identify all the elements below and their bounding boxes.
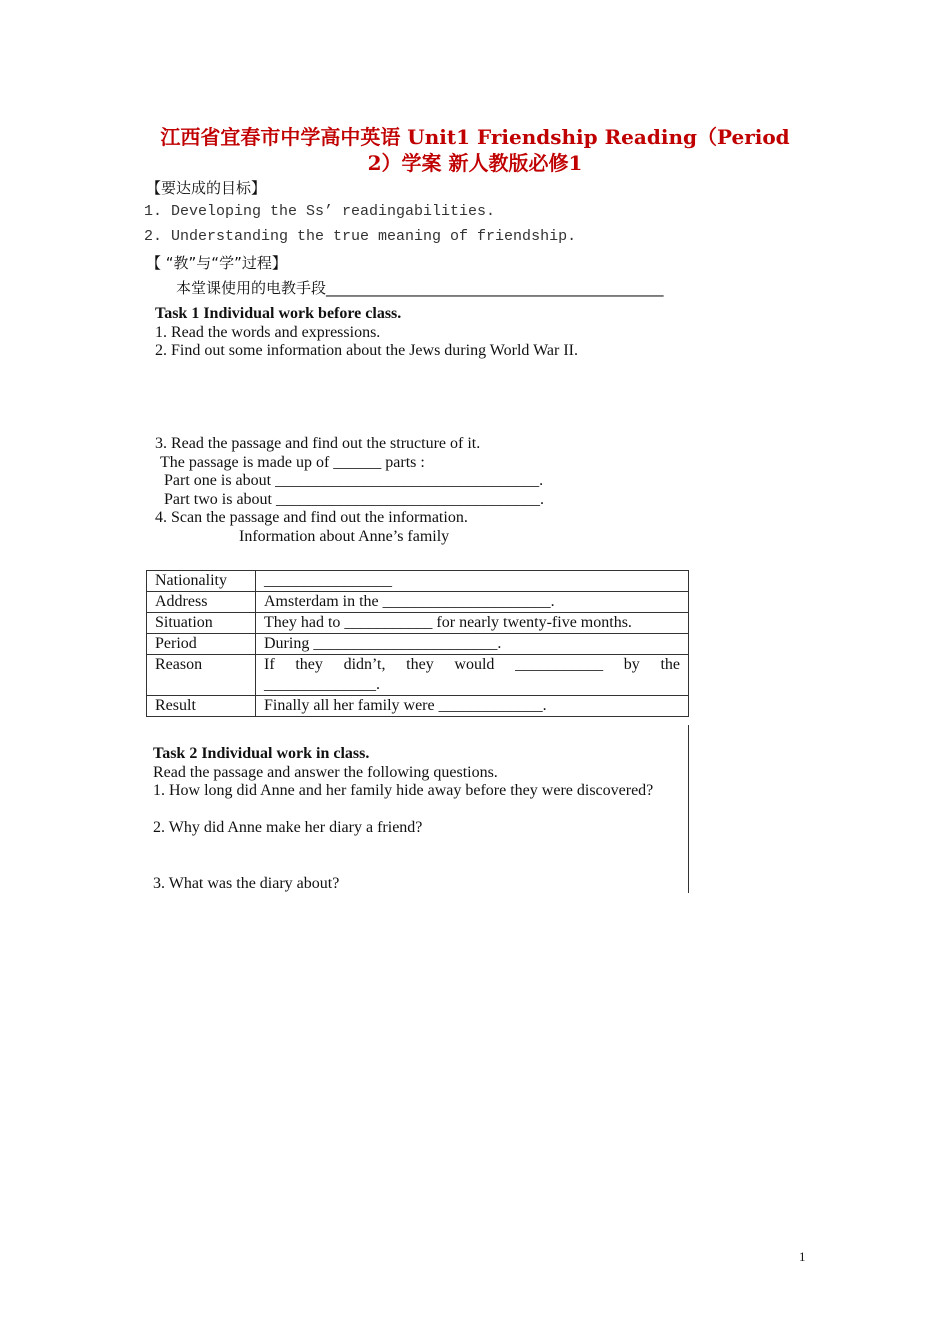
media-line: 本堂课使用的电教手段_____________________________________________	[176, 279, 664, 297]
table-label: Result	[147, 696, 256, 717]
structure-line: The passage is made up of ______ parts :	[160, 454, 425, 471]
table-value: They had to ___________ for nearly twenty-five months.	[256, 613, 689, 634]
table-row	[147, 592, 689, 613]
goal-item-1: 1. Developing the Ss’ readingabilities.	[144, 203, 496, 220]
table-label: Address	[147, 592, 256, 613]
table-row	[147, 696, 689, 717]
table-caption: Information about Anne’s family	[239, 528, 450, 545]
task1-question-2: 2. Find out some information about the Jews during World War II.	[155, 342, 578, 359]
process-heading: 【 “教”与“学”过程】	[146, 254, 287, 272]
page-number: 1	[799, 1249, 806, 1264]
task1-heading: Task 1 Individual work before class.	[155, 305, 402, 322]
goal-item-2: 2. Understanding the true meaning of friendship.	[144, 228, 577, 245]
part-two-line: Part two is about _________________________________.	[164, 491, 544, 508]
task2-question-2: 2. Why did Anne make her diary a friend?	[153, 819, 423, 836]
table-value: If they didn’t, they would ___________ by the ______________.	[256, 655, 689, 696]
goals-heading: 【要达成的目标】	[146, 179, 267, 197]
task1-question-3: 3. Read the passage and find out the structure of it.	[155, 435, 481, 452]
table-row	[147, 613, 689, 634]
table-row	[147, 655, 689, 696]
table-value: During _______________________.	[256, 634, 689, 655]
task2-intro: Read the passage and answer the following questions.	[153, 764, 498, 781]
task1-question-1: 1. Read the words and expressions.	[155, 324, 381, 341]
table-value: ________________	[256, 571, 689, 592]
right-border-line	[688, 725, 689, 893]
task2-heading: Task 2 Individual work in class.	[153, 745, 370, 762]
document-title-line-1: 江西省宜春市中学高中英语 Unit1 Friendship Reading（Period	[160, 125, 790, 149]
table-label: Period	[147, 634, 256, 655]
document-title-line-2: 2）学案 新人教版必修1	[367, 151, 583, 175]
table-value: Amsterdam in the _____________________.	[256, 592, 689, 613]
task2-question-1: 1. How long did Anne and her family hide away before they were discovered?	[153, 782, 654, 799]
table-label: Reason	[147, 655, 256, 696]
table-label: Situation	[147, 613, 256, 634]
task1-question-4: 4. Scan the passage and find out the information.	[155, 509, 468, 526]
part-one-line: Part one is about _________________________________.	[164, 472, 544, 489]
task2-question-3: 3. What was the diary about?	[153, 875, 340, 892]
family-info-table	[146, 570, 689, 717]
table-label: Nationality	[147, 571, 256, 592]
table-row	[147, 571, 689, 592]
table-row	[147, 634, 689, 655]
table-value: Finally all her family were _____________.	[256, 696, 689, 717]
